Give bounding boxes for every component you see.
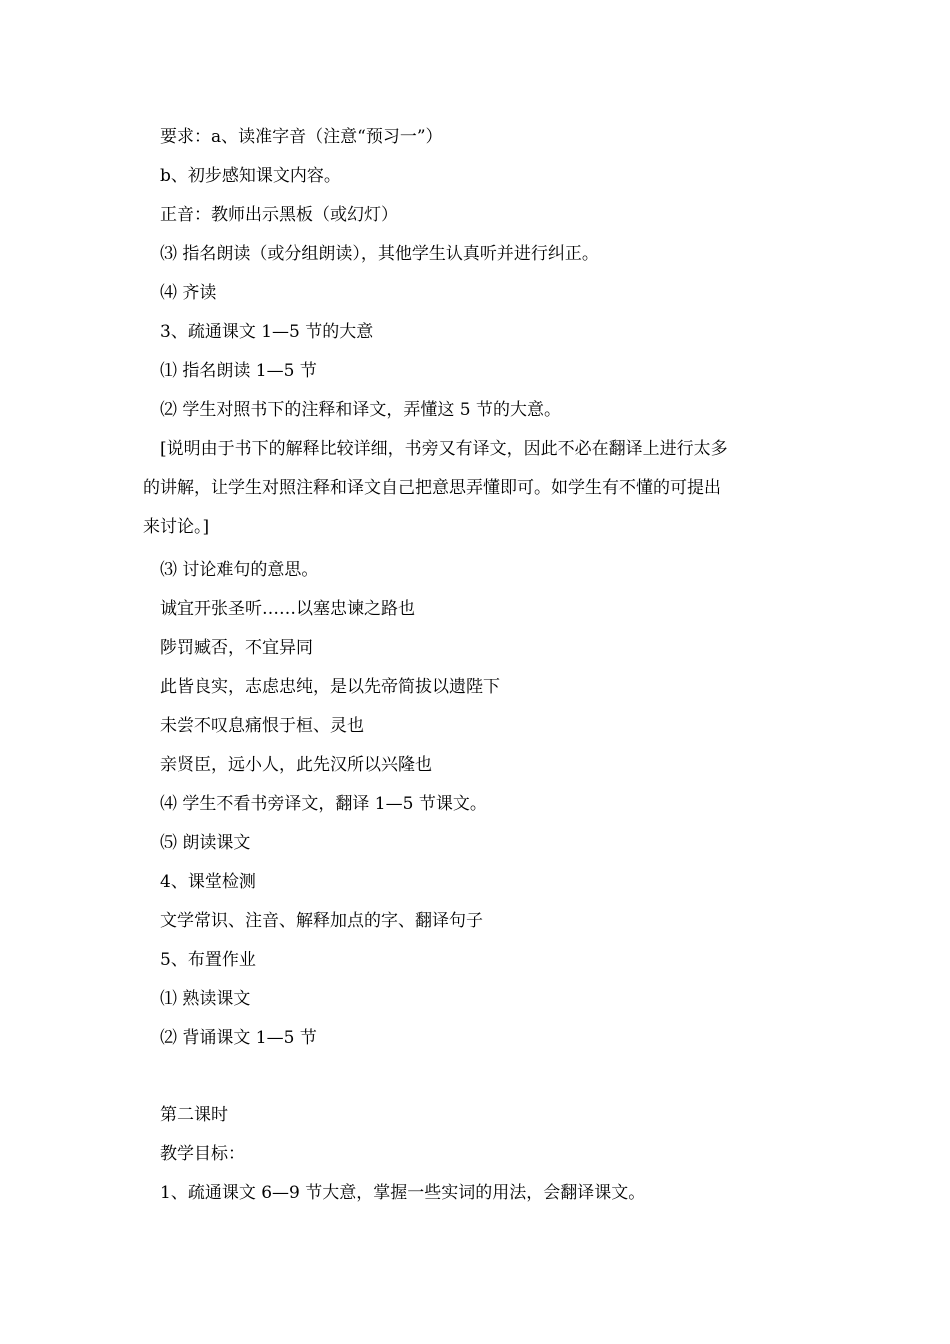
test-content-line: 文学常识、注音、解释加点的字、翻译句子 [160,911,483,931]
teaching-goals-heading: 教学目标： [160,1144,245,1164]
step-4-read-together-line: ⑷ 齐读 [160,283,217,303]
sub-step-4-line: ⑷ 学生不看书旁译文，翻译 1—5 节课文。 [160,794,487,814]
section-5-heading: 5、布置作业 [160,950,256,970]
sub-step-3-line: ⑶ 讨论难句的意思。 [160,560,319,580]
note-line-2: 的讲解，让学生对照注释和译文自己把意思弄懂即可。如学生有不懂的可提出 [143,478,721,498]
requirement-b-line: b、初步感知课文内容。 [160,166,341,186]
sub-step-1-line: ⑴ 指名朗读 1—5 节 [160,361,317,381]
note-line-3: 来讨论。] [143,517,210,537]
difficult-sentence-1: 诚宜开张圣听……以塞忠谏之路也 [160,599,415,619]
step-3-reading-line: ⑶ 指名朗读（或分组朗读），其他学生认真听并进行纠正。 [160,244,599,264]
pronunciation-line: 正音：教师出示黑板（或幻灯） [160,205,398,225]
note-line-1: [说明由于书下的解释比较详细，书旁又有译文，因此不必在翻译上进行太多 [160,439,728,459]
second-lesson-heading: 第二课时 [160,1105,228,1125]
difficult-sentence-2: 陟罚臧否，不宜异同 [160,638,313,658]
difficult-sentence-5: 亲贤臣，远小人，此先汉所以兴隆也 [160,755,432,775]
sub-step-5-line: ⑸ 朗读课文 [160,833,251,853]
homework-1-line: ⑴ 熟读课文 [160,989,251,1009]
requirement-line: 要求：a、读准字音（注意“预习一”） [160,127,443,147]
section-4-heading: 4、课堂检测 [160,872,256,892]
sub-step-2-line: ⑵ 学生对照书下的注释和译文，弄懂这 5 节的大意。 [160,400,562,420]
homework-2-line: ⑵ 背诵课文 1—5 节 [160,1028,317,1048]
section-3-heading: 3、疏通课文 1—5 节的大意 [160,322,374,342]
goal-1-line: 1、疏通课文 6—9 节大意，掌握一些实词的用法，会翻译课文。 [160,1183,646,1203]
difficult-sentence-4: 未尝不叹息痛恨于桓、灵也 [160,716,364,736]
difficult-sentence-3: 此皆良实，志虑忠纯，是以先帝简拔以遗陛下 [160,677,500,697]
